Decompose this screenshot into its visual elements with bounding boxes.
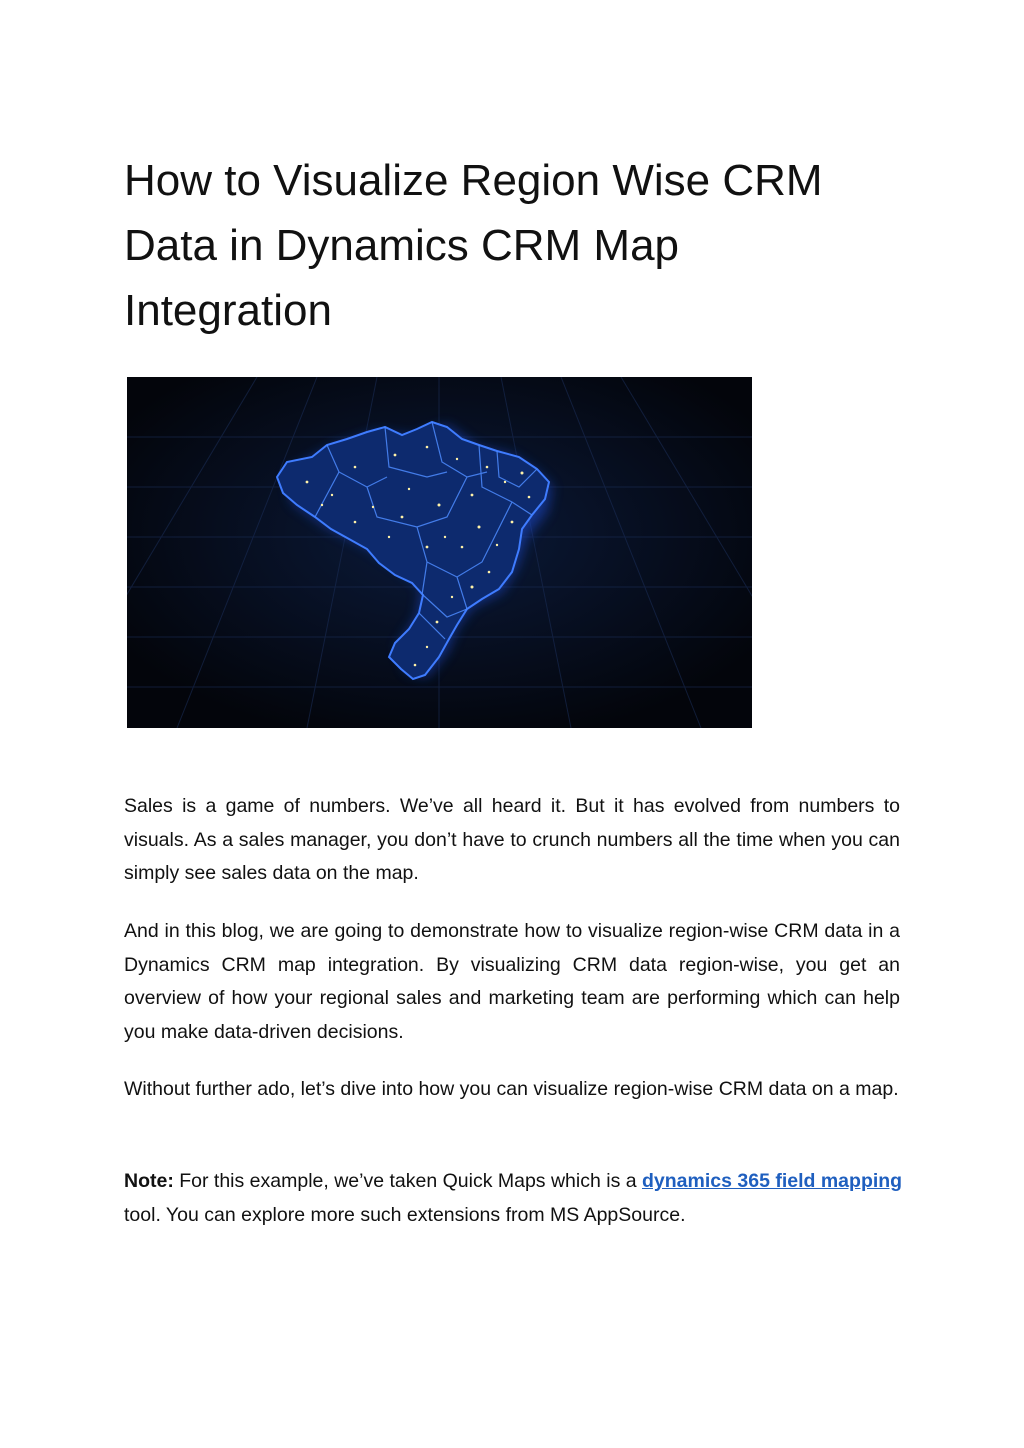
hero-image-brazil-map bbox=[127, 377, 752, 728]
field-mapping-link[interactable]: dynamics 365 field mapping bbox=[642, 1170, 903, 1192]
note-text-before: For this example, we’ve taken Quick Maps which is a bbox=[173, 1170, 643, 1192]
body-paragraph-2: And in this blog, we are going to demonstrate how to visualize region-wise CRM data in a Dynamics CRM map integration. By visualizing CRM data region-wise, you get an overview of how your regional sales and marketing team are performing which can help you make data-driven decisions. bbox=[124, 920, 900, 1043]
note-text-after: tool. You can explore more such extensions from MS AppSource. bbox=[124, 1203, 686, 1226]
note-label: Note: bbox=[124, 1170, 174, 1192]
note-paragraph bbox=[124, 1165, 924, 1232]
brazil-map-illustration bbox=[127, 377, 752, 728]
body-paragraph-1: Sales is a game of numbers. We’ve all heard it. But it has evolved from numbers to visuals. As a sales manager, you don’t have to crunch numbers all the time when you can simply see sales data on the map. bbox=[124, 795, 900, 884]
page-title: How to Visualize Region Wise CRM Data in Dynamics CRM Map Integration bbox=[124, 156, 823, 335]
body-paragraph-3: Without further ado, let’s dive into how you can visualize region-wise CRM data on a map. bbox=[124, 1078, 899, 1100]
